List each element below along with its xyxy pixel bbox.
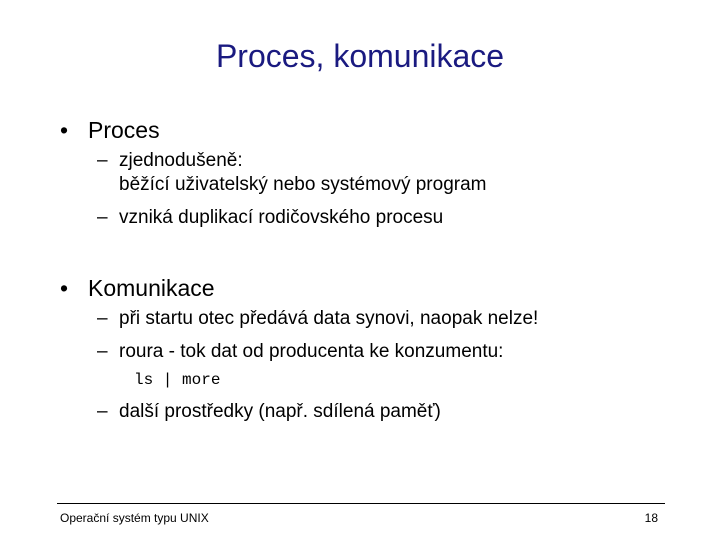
subitem-text: při startu otec předává data synovi, naopak nelze! [119, 308, 539, 329]
subitem-text: další prostředky (např. sdílená paměť) [119, 401, 441, 422]
bullet-marker: • [60, 117, 69, 143]
bullet-marker: • [60, 275, 69, 301]
bullet-komunikace [60, 274, 215, 302]
subitem-continuation: běžící uživatelský nebo systémový program [119, 174, 487, 195]
footer-title: Operační systém typu UNIX [60, 511, 209, 525]
bullet-proces [60, 116, 160, 144]
dash-marker: – [97, 308, 108, 329]
page-number: 18 [644, 511, 658, 525]
subitem-roura [97, 340, 503, 364]
bullet-text: Komunikace [88, 275, 215, 301]
dash-marker: – [97, 207, 108, 228]
subitem-text: roura - tok dat od producenta ke konzumentu: [119, 341, 504, 362]
subitem-text: zjednodušeně: [119, 150, 243, 171]
subitem-zjednodusene [97, 149, 487, 197]
dash-marker: – [97, 401, 108, 422]
subitem-text: vzniká duplikací rodičovského procesu [119, 207, 444, 228]
dash-marker: – [97, 341, 108, 362]
subitem-pri-startu [97, 307, 538, 331]
footer-divider [57, 503, 665, 504]
subitem-dalsi [97, 400, 441, 424]
subitem-vznika [97, 206, 443, 230]
bullet-text: Proces [88, 117, 160, 143]
dash-marker: – [97, 150, 108, 171]
slide-title: Proces, komunikace [215, 38, 505, 74]
code-example: ls | more [134, 371, 221, 389]
